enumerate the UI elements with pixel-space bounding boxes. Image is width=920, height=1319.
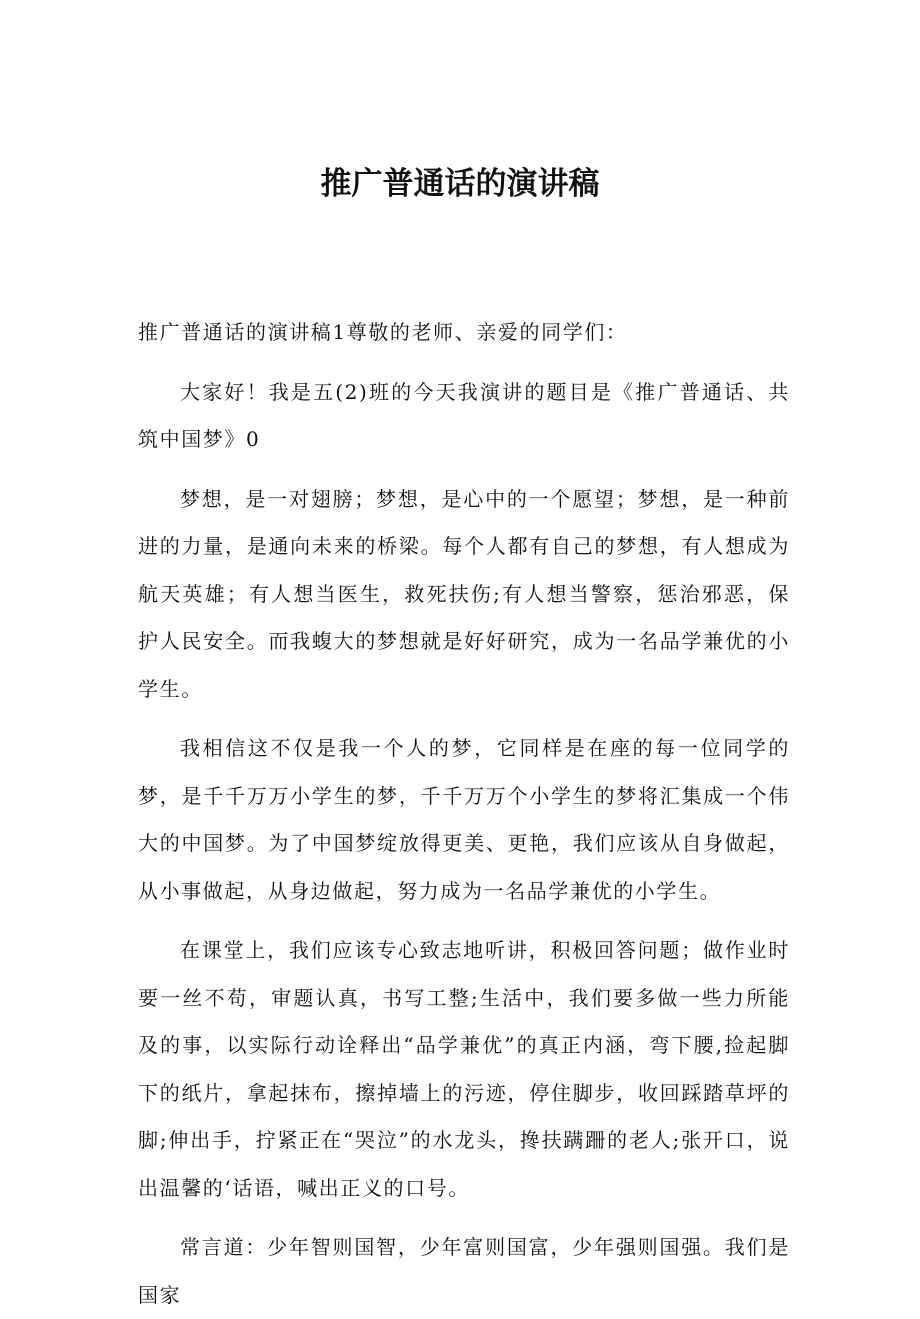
paragraph-action: 在课堂上，我们应该专心致志地听讲，积极回答问题；做作业时要一丝不苟，审题认真，书写工整;生活中，我们要多做一些力所能及的事，以实际行动诠释出“品学兼优”的真正内涵，弯下腰,捡起脚下的纸片，拿起抹布，擦掉墙上的污迹，停住脚步，收回踩踏草坪的脚;伸出手，拧紧正在“哭泣”的水龙头，搀扶蹒跚的老人;张开口，说出温馨的‘话语，喊出正义的口号。 <box>138 938 790 1200</box>
paragraph-saying: 常言道：少年智则国智，少年富则国富，少年强则国强。我们是国家 <box>138 1235 790 1307</box>
paragraph-salutation: 推广普通话的演讲稿1尊敬的老师、亲爱的同学们： <box>138 320 628 344</box>
paragraph-belief: 我相信这不仅是我一个人的梦，它同样是在座的每一位同学的梦，是千千万万小学生的梦，千千万万个小学生的梦将汇集成一个伟大的中国梦。为了中国梦绽放得更美、更艳，我们应该从自身做起，从小事做起，从身边做起，努力成为一名品学兼优的小学生。 <box>138 736 790 903</box>
paragraph-greeting: 大家好！我是五(2)班的今天我演讲的题目是《推广普通话、共筑中国梦》0 <box>138 379 790 451</box>
document-body <box>138 309 790 1319</box>
paragraph-dream: 梦想，是一对翅膀；梦想，是心中的一个愿望；梦想，是一种前进的力量，是通向未来的桥梁。每个人都有自己的梦想，有人想成为航天英雄；有人想当医生，救死扶伤;有人想当警察，惩治邪恶，保护人民安全。而我蝮大的梦想就是好好研究，成为一名品学兼优的小学生。 <box>138 486 790 701</box>
document-title: 推广普通话的演讲稿 <box>320 166 600 202</box>
